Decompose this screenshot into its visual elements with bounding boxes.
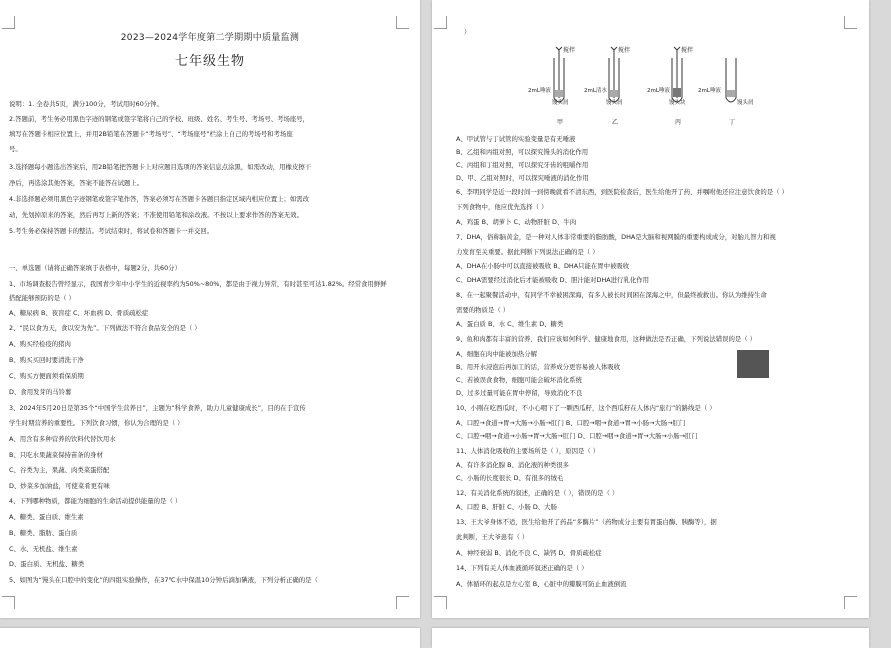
question-line: 4、下列哪种物质，都能为细胞的生命活动提供能量的是（ ） <box>9 497 182 505</box>
question-line: D、过多过量可能在胃中停留，导致消化不良 <box>456 389 583 397</box>
solution-label: 2mL清水 <box>584 88 607 94</box>
crop-mark <box>434 16 447 29</box>
question-line: C、水、无机盐、维生素 <box>9 545 78 553</box>
question-line: A、蛋白质 B、水 C、维生素 D、糖类 <box>456 320 564 328</box>
test-tube-bing <box>672 47 682 102</box>
question-line: 10、小刚在吃西瓜时，不小心咽下了一颗西瓜籽，这个西瓜籽在人体内“旅行”的路线是（ ） <box>456 404 716 412</box>
instruction-line: 3.选择题每小题选出答案后，用2B铅笔把答题卡上对应题目选项的答案信息点涂黑，如需改动，用橡皮擦干 <box>9 163 312 171</box>
question-line: 学生时期营养的重要性。下列饮食习惯，你认为合理的是（ ） <box>9 419 184 427</box>
crop-mark <box>844 596 857 609</box>
exam-page-right <box>432 0 869 618</box>
bread-label: 馒头块 <box>669 100 686 106</box>
question-line: D、蛋白质、无机盐、糖类 <box>9 560 85 568</box>
stir-label: 搅拌 <box>563 47 576 54</box>
tube-label: 甲 <box>557 119 564 126</box>
question-line: 2、“民以食为天，食以安为先”。下列做法不符合食品安全的是（ ） <box>9 324 201 332</box>
test-tube-ding <box>726 58 736 102</box>
instruction-line: 4.非选择题必须用黑色字迹钢笔或签字笔作答，答案必须写在答题卡各题目指定区域内相应位置上；如需改 <box>9 195 310 203</box>
question-line: C、小肠的长度很长 D、有很多的绒毛 <box>456 474 564 482</box>
question-line: 搭配能够预防的是（ ） <box>9 294 75 302</box>
food-photo <box>737 350 769 378</box>
question-line: 需要的物质是（ ） <box>456 306 510 314</box>
instruction-line: 2.答题前，考生务必用黑色字迹的钢笔或签字笔将自己的学校、班级、姓名、考生号、考场号、考场座号， <box>9 115 310 123</box>
question-line: 11、人体消化吸收的主要场所是（ ），原因是（ ） <box>456 447 600 455</box>
question-line: D、甲、乙组对照时，可以探究唾液的消化作用 <box>456 174 589 182</box>
bread-label: 馒头屑 <box>737 100 754 106</box>
question-line: A、口腔 B、肝脏 C、小肠 D、大肠 <box>456 503 557 511</box>
exam-page-next-left <box>0 628 420 648</box>
instruction-line: 5.考生务必保持答题卡的整洁。考试结束时，将试卷和答题卡一并交回。 <box>9 227 214 235</box>
question-line: 7、DHA，俗称脑黄金，是一种对人体非常重要的脂肪酸，DHA是大脑和视网膜的重要构成成分，对胎儿智力和视 <box>456 233 776 241</box>
solution-label: 2mL唾液 <box>647 88 670 94</box>
solution-label: 2mL唾液 <box>698 88 721 94</box>
question-line: D、炒菜多加油盐，可使菜肴更有味 <box>9 482 110 490</box>
question-line: 6、李明同学是近一段时间一到傍晚就看不清东西，到医院检查后，医生给他开了药，并嘱咐他还应注意饮食的是（ ） <box>456 188 789 196</box>
question-line: A、神经衰弱 B、消化不良 C、缺钙 D、骨质疏松症 <box>456 549 602 557</box>
exam-page-left <box>0 0 420 618</box>
question-line: 12、有关消化系统的叙述，正确的是（ ），错误的是（ ） <box>456 489 619 497</box>
crop-mark <box>2 596 15 609</box>
exam-header: 2023—2024学年度第二学期期中质量监测 <box>120 33 300 43</box>
bread-label: 馒头屑 <box>606 100 623 106</box>
crop-mark <box>396 596 409 609</box>
question-line: B、糖类、脂肪、蛋白质 <box>9 529 78 537</box>
bread-label: 馒头屑 <box>552 100 569 106</box>
tube-label: 丙 <box>675 119 682 126</box>
question-line: D、食用发芽的马铃薯 <box>9 388 72 396</box>
crop-mark <box>396 16 409 29</box>
crop-mark <box>844 16 857 29</box>
question-line: B、只吃水果蔬菜保持苗条的身材 <box>9 451 103 459</box>
question-line: A、体循环的起点是左心室 B、心脏中的瓣膜可防止血液倒流 <box>456 580 627 588</box>
question-line: 14、下列有关人体血液循环叙述正确的是（ ） <box>456 564 588 572</box>
question-fragment: ） <box>464 28 471 36</box>
question-line: A、用含有多种营养的饮料代替饮用水 <box>9 435 116 443</box>
exam-page-next-right <box>432 628 869 648</box>
tube-label: 丁 <box>729 119 736 126</box>
test-tube-yi <box>609 47 619 102</box>
question-line: C、若被误食食物，细胞可能会破坏消化系统 <box>456 376 582 384</box>
test-tube-jia <box>554 47 564 102</box>
question-line: 1、市场调查报告曾经显示，我国青少年中小学生的近视率约为50%~80%，都是由于视力异常，有时甚至可达1.82%。经常食用鲜鲜 <box>9 280 387 288</box>
solution-label: 2mL唾液 <box>528 88 551 94</box>
question-line: B、乙组和丙组对照，可以探究馒头的消化作用 <box>456 148 589 156</box>
subject-title: 七年级生物 <box>174 54 245 69</box>
question-line: 9、鱼和肉都有丰富的营养，我们应该如何科学、健康地食用，这种做法是否正确，下列说法错误的是（ ） <box>456 335 757 343</box>
question-line: 13、王大爷身体不适，医生给他开了药品“多酶片”（药物成分主要有胃蛋白酶、胰酶等），据 <box>456 518 717 526</box>
instruction-line: 号。 <box>9 145 22 153</box>
question-line: 力发育至关重要。据此判断下列说法正确的是（ ） <box>456 248 599 256</box>
question-line: C、购买方便面须看保质期 <box>9 372 84 380</box>
tube-label: 乙 <box>612 119 619 126</box>
question-line: C、谷类为主，果蔬、肉类菜蛋搭配 <box>9 466 110 474</box>
question-line: A、糖类、蛋白质、维生素 <box>9 513 84 521</box>
question-line: 下列食物中，他应优先选择（ ） <box>456 203 548 211</box>
question-line: A、购买经检疫的猪肉 <box>9 340 71 348</box>
crop-mark <box>2 16 15 29</box>
section-title: 一、单选题（请将正确答案填于表格中，每题2分，共60分） <box>9 264 181 272</box>
question-line: 此判断，王大爷患有（ ） <box>456 533 529 541</box>
question-line: B、用开水浸泡后再加工的话，营养成分更容易被人体吸收 <box>456 363 621 371</box>
question-line: A、口腔→食道→胃→大肠→小肠→肛门 B、口腔→咽→食道→胃→小肠→大肠→肛门 <box>456 419 686 427</box>
question-line: 3、2024年5月20日是第35个“中国学生营养日”，主题为“科学食养，助力儿童健康成长”，目的在于宣传 <box>9 404 306 412</box>
question-line: A、细胞在肉中能被加热分解 <box>456 350 538 358</box>
instruction-line: 说明：1. 全卷共5页，满分100分，考试用时60分钟。 <box>9 100 163 108</box>
question-line: 5、如图为“馒头在口腔中的变化”的四组实验操作，在37℃水中保温10分钟后滴加碘液，下列分析正确的是（ <box>9 576 318 584</box>
question-line: A、鸡蛋 B、胡萝卜 C、动物肝脏 D、牛肉 <box>456 218 577 226</box>
instruction-line: 填写在答题卡相应位置上，并用2B铅笔在答题卡“考场号”、“考场座号”栏涂上自己的考场号和考场座 <box>9 130 293 138</box>
question-line: C、丙组和丁组对照，可以探究牙齿的咀嚼作用 <box>456 161 589 169</box>
instruction-line: 净后，再选涂其他答案，答案不能答在试题上。 <box>9 179 144 187</box>
question-line: A、有许多消化腺 B、消化液的种类很多 <box>456 461 570 469</box>
question-line: B、购买买回时要清洗干净 <box>9 356 84 364</box>
crop-mark <box>434 596 447 609</box>
test-tube-figure <box>432 40 869 130</box>
question-line: C、口腔→咽→食道→小肠→胃→大肠→肛门 D、口腔→咽→食道→胃→大肠→小肠→肛门 <box>456 432 698 440</box>
question-line: A、DHA在小肠中可以直接被吸收 B、DHA只能在胃中被吸收 <box>456 262 630 270</box>
question-line: 8、在一起聚餐活动中，有同学不幸被困深海，有多人被长时间困在深海之中，但最终被救出。你认为维持生命 <box>456 291 767 299</box>
question-line: C、DHA需要经过消化后才能被吸收 D、胆汁能对DHA进行乳化作用 <box>456 276 649 284</box>
question-line: A、糖尿病 B、夜盲症 C、坏血病 D、骨质疏松症 <box>9 309 149 317</box>
question-line: A、甲试管与丁试管的实验变量是有无唾液 <box>456 135 576 143</box>
stir-label: 搅拌 <box>681 47 694 54</box>
instruction-line: 动，先划掉原来的答案，然后再写上新的答案；不准使用铅笔和涂改液。不按以上要求作答的答案无效。 <box>9 211 303 219</box>
stir-label: 搅拌 <box>618 47 631 54</box>
